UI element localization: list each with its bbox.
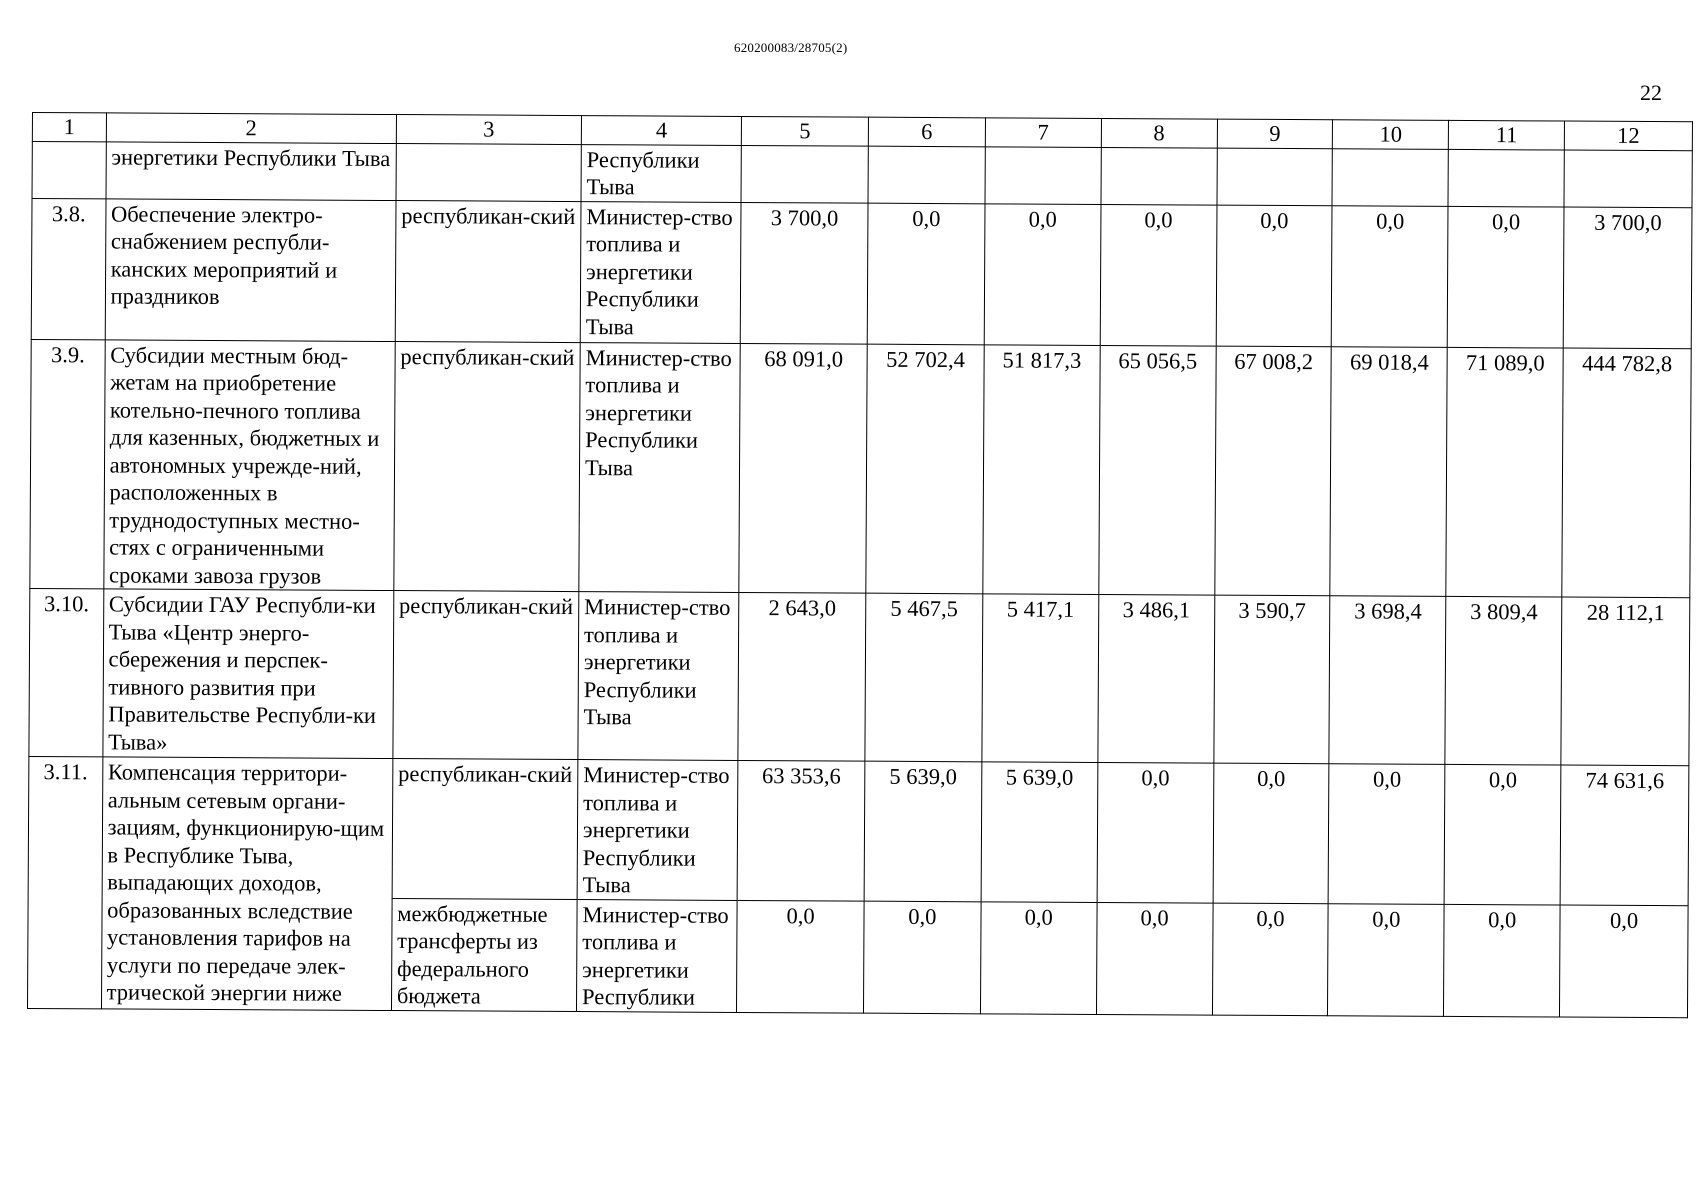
value-cell: 68 091,0 — [739, 343, 867, 593]
executor-cell: Министер-ство топлива и энергетики Республики Тыва — [579, 342, 741, 592]
table-row-continuation — [32, 141, 1692, 207]
value-cell — [1217, 148, 1333, 206]
document-id: 620200083/28705(2) — [734, 40, 848, 55]
executor-cell: Министер-ство топлива и энергетики Республики — [576, 899, 737, 1012]
column-number: 8 — [1101, 118, 1217, 147]
total-cell: 0,0 — [1560, 905, 1688, 1018]
value-cell — [741, 145, 868, 203]
measure-name-cell: Субсидии ГАУ Республи-ки Тыва «Центр энерго-сбережения и перспек-тивного развития при Правительстве Республи-ки Тыва» — [103, 589, 394, 759]
value-cell: 0,0 — [1444, 764, 1561, 904]
table-row — [29, 588, 1690, 765]
value-cell: 3 590,7 — [1213, 595, 1330, 764]
value-cell: 0,0 — [1329, 764, 1446, 904]
column-number: 6 — [868, 117, 985, 146]
value-cell: 0,0 — [863, 901, 981, 1014]
executor-cell: Республики Тыва — [581, 144, 742, 202]
value-cell — [985, 146, 1101, 204]
measure-name-cell: Обеспечение электро-снабжением республи-канских мероприятий и праздников — [105, 198, 396, 341]
value-cell: 67 008,2 — [1214, 346, 1331, 596]
executor-cell: Министер-ство топлива и энергетики Республики Тыва — [577, 760, 738, 900]
value-cell: 2 643,0 — [738, 592, 866, 761]
value-cell: 3 486,1 — [1098, 594, 1215, 763]
row-number-cell: 3.8. — [31, 198, 105, 339]
value-cell: 0,0 — [1216, 205, 1333, 347]
column-number: 1 — [32, 113, 106, 142]
table-row — [31, 198, 1692, 348]
value-cell — [1101, 147, 1217, 205]
page-number: 22 — [1640, 80, 1662, 105]
value-cell: 5 417,1 — [982, 594, 1099, 763]
value-cell: 0,0 — [980, 901, 1096, 1014]
column-number: 2 — [106, 113, 396, 143]
total-cell: 3 700,0 — [1563, 207, 1692, 349]
row-number-cell: 3.10. — [29, 588, 104, 756]
value-cell: 0,0 — [1100, 204, 1217, 346]
value-cell: 69 018,4 — [1330, 346, 1447, 596]
value-cell: 0,0 — [1213, 763, 1330, 903]
value-cell: 0,0 — [1332, 205, 1449, 347]
value-cell: 3 698,4 — [1329, 596, 1446, 765]
funding-source-cell: республикан-ский — [392, 759, 578, 900]
table-row — [28, 756, 1689, 905]
column-number: 9 — [1217, 119, 1333, 148]
value-cell: 0,0 — [737, 900, 864, 1013]
total-cell: 444 782,8 — [1562, 348, 1691, 598]
funding-source-cell: республикан-ский — [395, 200, 581, 342]
funding-source-cell — [396, 143, 581, 201]
measure-name-cell: Субсидии местным бюд-жетам на приобретение котельно-печного топлива для казенных, бюджетных и автономных учрежде-ний, расположенных в труднодоступных местно-стях с ограниченными сроками завоза грузов — [103, 339, 395, 590]
value-cell: 5 639,0 — [864, 761, 982, 901]
row-number-cell: 3.9. — [30, 339, 105, 589]
value-cell — [868, 146, 985, 204]
funding-source-cell: межбюджетные трансферты из федерального бюджета — [391, 898, 577, 1011]
measure-name-cell: Компенсация территори-альным сетевым органи-зациям, функционирую-щим в Республике Тыва, выпадающих доходов, образованных вследствие установления тарифов на услуги по передаче элек-трической энергии ниже — [101, 757, 393, 1010]
value-cell: 51 817,3 — [983, 344, 1100, 594]
value-cell — [1564, 150, 1692, 208]
column-number: 12 — [1564, 121, 1692, 150]
value-cell: 3 809,4 — [1445, 596, 1562, 765]
value-cell: 0,0 — [984, 203, 1101, 345]
value-cell: 0,0 — [1328, 903, 1444, 1016]
value-cell: 5 639,0 — [981, 762, 1098, 902]
value-cell: 0,0 — [867, 203, 985, 345]
value-cell: 0,0 — [1444, 904, 1560, 1017]
executor-cell: Министер-ство топлива и энергетики Республики Тыва — [580, 201, 741, 343]
funding-source-cell: республикан-ский — [393, 591, 579, 760]
value-cell: 0,0 — [1212, 903, 1328, 1016]
value-cell — [1332, 148, 1448, 206]
column-number: 7 — [985, 118, 1101, 147]
value-cell — [1448, 149, 1564, 207]
total-cell: 28 112,1 — [1561, 597, 1690, 766]
executor-cell: Министер-ство топлива и энергетики Республики Тыва — [578, 592, 739, 761]
value-cell: 0,0 — [1097, 762, 1214, 902]
column-number: 10 — [1333, 120, 1449, 149]
value-cell: 52 702,4 — [866, 344, 984, 594]
value-cell: 0,0 — [1447, 206, 1564, 348]
total-cell: 74 631,6 — [1560, 765, 1689, 905]
row-number-cell: 3.11. — [27, 756, 102, 1008]
value-cell: 65 056,5 — [1099, 345, 1216, 595]
budget-table — [27, 112, 1693, 1018]
value-cell: 71 089,0 — [1446, 347, 1563, 597]
column-number: 3 — [396, 115, 581, 145]
column-number: 4 — [581, 116, 741, 145]
row-number-cell — [32, 141, 106, 198]
column-number: 5 — [742, 116, 869, 145]
value-cell: 3 700,0 — [740, 202, 867, 344]
table-row — [30, 339, 1691, 598]
value-cell: 5 467,5 — [865, 593, 983, 762]
value-cell: 0,0 — [1096, 902, 1212, 1015]
value-cell: 63 353,6 — [737, 760, 864, 900]
measure-name-cell: энергетики Республики Тыва — [106, 141, 397, 200]
funding-source-cell: республикан-ский — [394, 341, 581, 592]
column-number: 11 — [1449, 120, 1565, 149]
